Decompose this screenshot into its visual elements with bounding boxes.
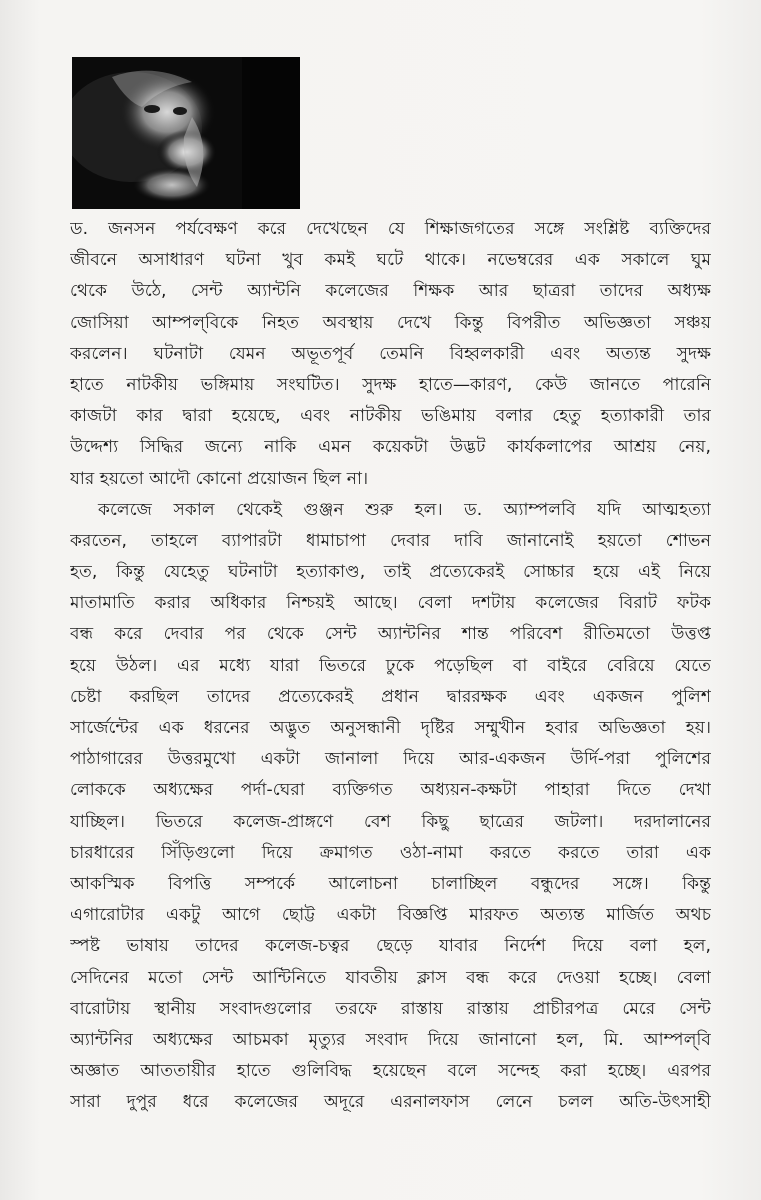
text-line: এগারোটার একটু আগে ছোট্ট একটা বিজ্ঞপ্তি মারফত অত্যন্ত মার্জিত অথচ <box>70 905 711 926</box>
text-line: করতেন, তাহলে ব্যাপারটা ধামাচাপা দেবার দাবি জানানোই হয়তো শোভন <box>70 530 711 551</box>
chapter-photo <box>72 57 300 209</box>
photo-icon <box>72 57 300 209</box>
text-line: ড. জনসন পর্যবেক্ষণ করে দেখেছেন যে শিক্ষাজগতের সঙ্গে সংশ্লিষ্ট ব্যক্তিদের <box>70 219 711 239</box>
text-line: কাজটা কার দ্বারা হয়েছে, এবং নাটকীয় ভঙিমায় বলার হেতু হত্যাকারী তার <box>70 406 711 427</box>
text-line: বন্ধ করে দেবার পর থেকে সেন্ট অ্যান্টনির শান্ত পরিবেশ রীতিমতো উত্তপ্ত <box>70 624 711 645</box>
text-line: সারা দুপুর ধরে কলেজের অদূরে এরনালফাস লেনে চলল অতি-উৎসাহী <box>70 1092 711 1113</box>
text-line: হত, কিন্তু যেহেতু ঘটনাটা হত্যাকাণ্ড, তাই প্রত্যেকেরই সোচ্চার হয়ে এই নিয়ে <box>70 562 711 583</box>
text-line: হয়ে উঠল। এর মধ্যে যারা ভিতরে ঢুকে পড়েছিল বা বাইরে বেরিয়ে যেতে <box>70 655 711 676</box>
text-line: আকস্মিক বিপত্তি সম্পর্কে আলোচনা চালাচ্ছিল বন্ধুদের সঙ্গে। কিন্তু <box>70 873 711 894</box>
text-line: জোসিয়া আম্পল্‌বিকে নিহত অবস্থায় দেখে কিন্তু বিপরীত অভিজ্ঞতা সঞ্চয় <box>70 312 711 333</box>
text-line: চেষ্টা করছিল তাদের প্রত্যেকেরই প্রধান দ্বাররক্ষক এবং একজন পুলিশ <box>70 686 711 707</box>
text-line: স্পষ্ট ভাষায় তাদের কলেজ-চত্বর ছেড়ে যাবার নির্দেশ দিয়ে বলা হল, <box>70 936 711 957</box>
text-line: বারোটায় স্থানীয় সংবাদগুলোর তরফে রাস্তায় রাস্তায় প্রাচীরপত্র মেরে সেন্ট <box>70 998 711 1019</box>
text-line: চারধারের সিঁড়িগুলো দিয়ে ক্রমাগত ওঠা-নামা করতে করতে তারা এক <box>70 842 711 863</box>
text-line: যার হয়তো আদৌ কোনো প্রয়োজন ছিল না। <box>70 468 369 489</box>
text-line: যাচ্ছিল। ভিতরে কলেজ-প্রাঙ্গণে বেশ কিছু ছাত্রের জটলা। দরদালানের <box>70 811 711 832</box>
text-line: কলেজে সকাল থেকেই গুঞ্জন শুরু হল। ড. অ্যাম্পলবি যদি আত্মহত্যা <box>98 499 711 520</box>
text-line: থেকে উঠে, সেন্ট অ্যান্টনি কলেজের শিক্ষক আর ছাত্ররা তাদের অধ্যক্ষ <box>70 281 711 302</box>
text-line: উদ্দেশ্য সিদ্ধির জন্যে নাকি এমন কয়েকটা উদ্ভট কার্যকলাপের আশ্রয় নেয়, <box>70 437 711 458</box>
text-line: অ্যান্টনির অধ্যক্ষের আচমকা মৃত্যুর সংবাদ দিয়ে জানানো হল, মি. আম্পল্‌বি <box>70 1029 711 1050</box>
text-line: অজ্ঞাত আততায়ীর হাতে গুলিবিদ্ধ হয়েছেন বলে সন্দেহ করা হচ্ছে। এরপর <box>70 1061 711 1082</box>
text-line: করলেন। ঘটনাটা যেমন অভূতপূর্ব তেমনি বিহ্বলকারী এবং অত্যন্ত সুদক্ষ <box>70 343 711 364</box>
text-line: মাতামাতি করার অধিকার নিশ্চয়ই আছে। বেলা দশটায় কলেজের বিরাট ফটক <box>70 593 711 614</box>
text-line: সার্জেন্টের এক ধরনের অদ্ভুত অনুসন্ধানী দৃষ্টির সম্মুখীন হবার অভিজ্ঞতা হয়। <box>70 718 711 738</box>
text-line: সেদিনের মতো সেন্ট আন্টিনিতে যাবতীয় ক্লাস বন্ধ করে দেওয়া হচ্ছে। বেলা <box>70 967 711 988</box>
text-line: পাঠাগারের উত্তরমুখো একটা জানালা দিয়ে আর-একজন উর্দি-পরা পুলিশের <box>70 749 711 770</box>
text-line: হাতে নাটকীয় ভঙ্গিমায় সংঘটিত। সুদক্ষ হাতে—কারণ, কেউ জানতে পারেনি <box>70 374 711 395</box>
body-text <box>70 214 711 1118</box>
text-line: লোককে অধ্যক্ষের পর্দা-ঘেরা ব্যক্তিগত অধ্যয়ন-কক্ষটা পাহারা দিতে দেখা <box>70 780 711 801</box>
text-line: জীবনে অসাধারণ ঘটনা খুব কমই ঘটে থাকে। নভেম্বরের এক সকালে ঘুম <box>70 250 711 271</box>
